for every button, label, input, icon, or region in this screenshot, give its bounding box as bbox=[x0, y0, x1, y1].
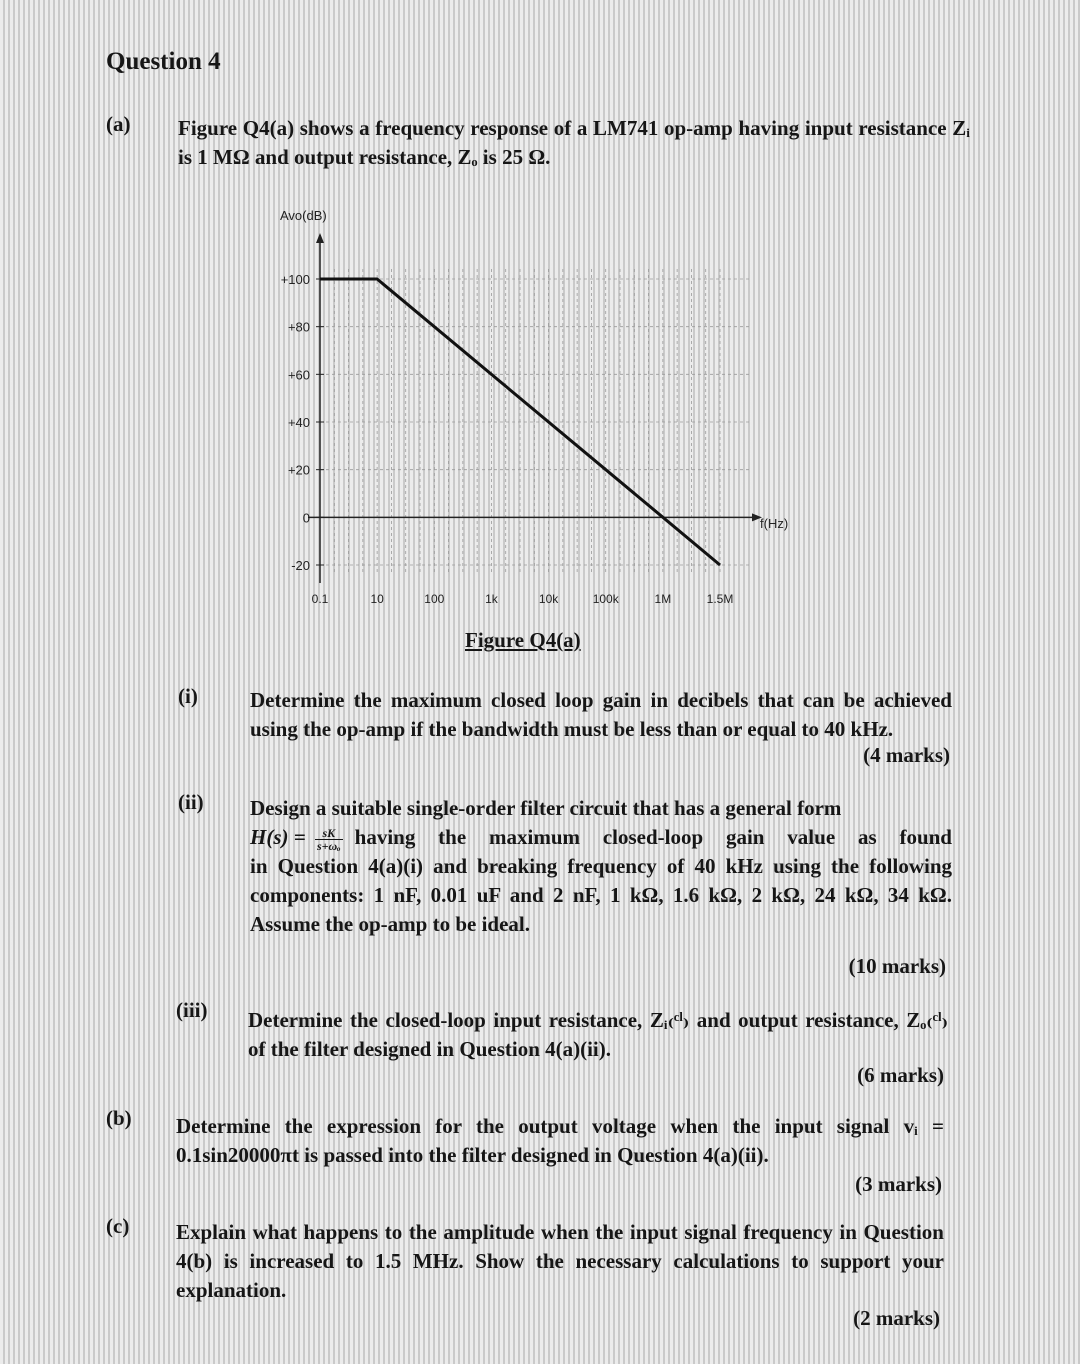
sub-iii-text: Determine the closed-loop input resistance, Zᵢ₍ᶜˡ₎ and output resistance, Zₒ₍ᶜˡ₎ of the filter designed in Question 4(a)(ii). bbox=[248, 1008, 948, 1061]
y-tick-label: 0 bbox=[302, 510, 310, 526]
formula-fraction bbox=[315, 827, 343, 852]
x-tick-label: 100 bbox=[424, 592, 445, 606]
x-tick-label: 0.1 bbox=[311, 592, 329, 606]
part-b-marks: (3 marks) bbox=[855, 1172, 942, 1196]
sub-i-text: Determine the maximum closed loop gain in decibels that can be achieved using the op-amp if the bandwidth must be less than or equal to 40 kHz. bbox=[250, 688, 952, 741]
y-axis-arrow bbox=[316, 233, 324, 243]
sub-ii-block bbox=[250, 794, 952, 939]
sub-iii-label: (iii) bbox=[176, 998, 208, 1022]
y-tick-label: +60 bbox=[287, 367, 310, 383]
x-tick-label: 10k bbox=[538, 592, 559, 606]
x-tick-label: 100k bbox=[592, 592, 619, 606]
x-tick-label: 10 bbox=[370, 592, 384, 606]
sub-i-marks: (4 marks) bbox=[863, 743, 950, 767]
y-axis-label: Avo(dB) bbox=[280, 208, 327, 223]
formula-lhs: H(s) = bbox=[250, 825, 306, 849]
formula-denominator: s+ωₒ bbox=[316, 838, 341, 853]
part-b-label: (b) bbox=[106, 1106, 132, 1130]
sub-ii-formula-line bbox=[250, 823, 952, 852]
y-tick-label: -20 bbox=[291, 558, 310, 573]
figure-caption: Figure Q4(a) bbox=[465, 628, 581, 652]
x-axis-label: f(Hz) bbox=[760, 516, 789, 531]
formula-numerator: sK bbox=[315, 827, 343, 840]
part-a-label: (a) bbox=[106, 112, 131, 136]
part-c-marks: (2 marks) bbox=[853, 1306, 940, 1330]
y-tick-label: +100 bbox=[280, 272, 310, 287]
part-c-text: Explain what happens to the amplitude when the input signal frequency in Question 4(b) is increased to 1.5 MHz. Show the necessary calculations to support your explanation. bbox=[176, 1220, 944, 1302]
formula bbox=[250, 823, 347, 852]
part-c-label: (c) bbox=[106, 1214, 130, 1238]
x-tick-label: 1M bbox=[654, 592, 672, 606]
sub-ii-label: (ii) bbox=[178, 790, 204, 814]
sub-ii-line3: in Question 4(a)(i) and breaking frequency of 40 kHz using the following components: 1 nF, 0.01 uF and 2 nF, 1 kΩ, 1.6 kΩ, 2 kΩ, 24 kΩ, 34 kΩ. Assume the op-amp to be ideal. bbox=[250, 854, 952, 936]
frequency-response-chart bbox=[240, 195, 800, 625]
sub-ii-marks: (10 marks) bbox=[848, 954, 946, 978]
chart-grid bbox=[320, 269, 750, 575]
sub-ii-line1: Design a suitable single-order filter circuit that has a general form bbox=[250, 796, 842, 820]
chart-axes bbox=[308, 233, 762, 583]
y-tick-label: +80 bbox=[287, 319, 310, 335]
part-b-text: Determine the expression for the output voltage when the input signal vᵢ = 0.1sin20000πt is passed into the filter designed in Question 4(a)(ii). bbox=[176, 1114, 944, 1167]
sub-ii-line2-rest: having the maximum closed-loop gain value as found bbox=[354, 825, 952, 849]
sub-iii-marks: (6 marks) bbox=[857, 1063, 944, 1087]
y-tick-label: +40 bbox=[287, 415, 310, 430]
y-tick-label: +20 bbox=[287, 462, 310, 478]
x-tick-label: 1.5M bbox=[706, 592, 734, 606]
x-tick-label: 1k bbox=[485, 592, 498, 606]
question-title: Question 4 bbox=[106, 48, 221, 75]
sub-i-label: (i) bbox=[178, 684, 198, 708]
part-a-text: Figure Q4(a) shows a frequency response of a LM741 op-amp having input resistance Zᵢ is 1 MΩ and output resistance, Zₒ is 25 Ω. bbox=[178, 116, 970, 169]
